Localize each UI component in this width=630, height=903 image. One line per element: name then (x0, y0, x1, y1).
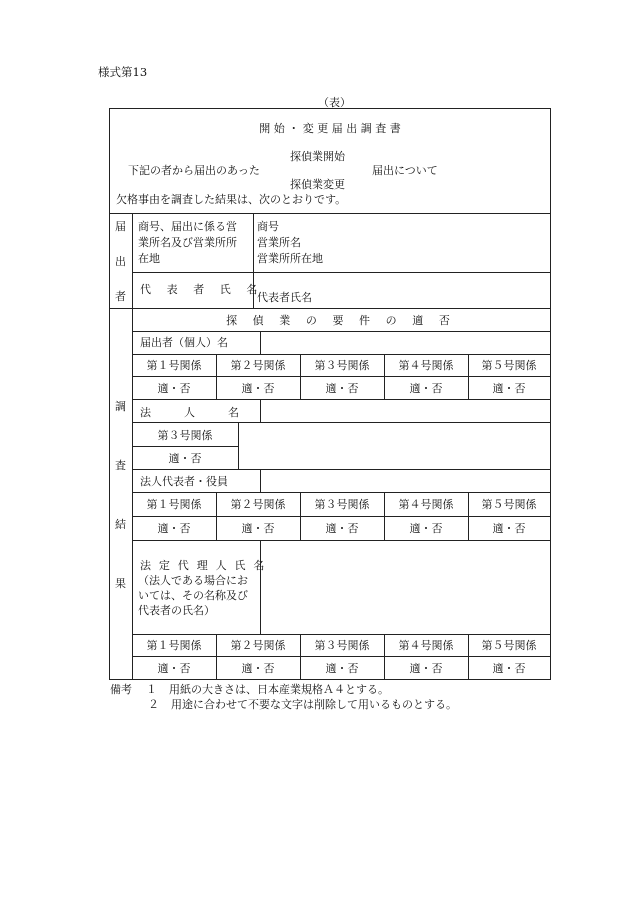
clause1-header-c: 第１号関係 (146, 639, 202, 652)
clause4-header-a: 第４号関係 (398, 359, 454, 372)
office-name-value: 営業所名 (257, 236, 301, 249)
remark-2-num: ２ (148, 698, 159, 711)
business-label-1: 商号、届出に係る営 (138, 220, 237, 233)
form-number: 様式第13 (98, 65, 148, 79)
trade-name-value: 商号 (257, 220, 279, 233)
legal-rep-label-2: （法人である場合にお (138, 574, 248, 587)
corporation-name-label: 法 人 名 (140, 406, 239, 419)
clause4-result-a: 適・否 (409, 382, 443, 395)
clause1-header-b: 第１号関係 (146, 498, 202, 511)
officer-label: 法人代表者・役員 (140, 475, 228, 488)
legal-rep-label-4: 代表者の氏名） (138, 604, 215, 617)
intro-prefix: 下記の者から届出のあった (128, 164, 260, 177)
representative-label: 代 表 者 氏 名 (140, 283, 264, 296)
office-address-value: 営業所所在地 (257, 252, 323, 265)
clause2-result-a: 適・否 (241, 382, 275, 395)
option-change: 探偵業変更 (290, 178, 345, 191)
side-label: （表） (318, 96, 351, 109)
clause1-result-c: 適・否 (157, 662, 191, 675)
clause3-header-a: 第３号関係 (314, 359, 370, 372)
clause4-header-b: 第４号関係 (398, 498, 454, 511)
individual-name-label: 届出者（個人）名 (140, 336, 228, 349)
remark-1-num: １ (146, 683, 157, 696)
remarks (110, 682, 457, 712)
clause3-result-c: 適・否 (325, 662, 359, 675)
clause3-header-c: 第３号関係 (314, 639, 370, 652)
remark-2-text: 用途に合わせて不要な文字は削除して用いるものとする。 (171, 698, 457, 711)
legal-rep-label-1: 法 定 代 理 人 氏 名 (140, 559, 267, 572)
notifier-vlabel-2: 出 (115, 255, 126, 268)
clause1-header-a: 第１号関係 (146, 359, 202, 372)
corp-clause3-result: 適・否 (168, 452, 202, 465)
clause5-header-b: 第５号関係 (481, 498, 537, 511)
clause3-result-b: 適・否 (325, 522, 359, 535)
survey-vlabel-3: 結 (115, 518, 126, 531)
clause3-header-b: 第３号関係 (314, 498, 370, 511)
notifier-vlabel-3: 者 (115, 290, 126, 303)
business-label-2: 業所名及び営業所所 (138, 236, 237, 249)
form-title: 開 始 ・ 変 更 届 出 調 査 書 (259, 122, 401, 135)
remarks-head: 備考 (110, 683, 132, 696)
business-label-3: 在地 (138, 252, 160, 265)
clause5-result-c: 適・否 (492, 662, 526, 675)
remark-1 (110, 682, 457, 697)
remark-1-text: 用紙の大きさは、日本産業規格Ａ４とする。 (169, 683, 389, 696)
option-start: 探偵業開始 (290, 150, 345, 163)
representative-value: 代表者氏名 (257, 291, 312, 304)
clause5-result-b: 適・否 (492, 522, 526, 535)
survey-vlabel-2: 査 (115, 459, 126, 472)
clause3-result-a: 適・否 (325, 382, 359, 395)
clause2-result-b: 適・否 (241, 522, 275, 535)
remark-2 (110, 697, 457, 712)
intro-suffix: 届出について (372, 164, 438, 177)
corp-clause3-header: 第３号関係 (157, 429, 213, 442)
clause2-header-a: 第２号関係 (230, 359, 286, 372)
clause2-header-c: 第２号関係 (230, 639, 286, 652)
clause1-result-b: 適・否 (157, 522, 191, 535)
clause4-result-c: 適・否 (409, 662, 443, 675)
notifier-vlabel-1: 届 (115, 220, 126, 233)
clause5-header-a: 第５号関係 (481, 359, 537, 372)
survey-vlabel-4: 果 (115, 577, 126, 590)
survey-form-table (109, 108, 551, 680)
clause4-result-b: 適・否 (409, 522, 443, 535)
clause5-result-a: 適・否 (492, 382, 526, 395)
clause4-header-c: 第４号関係 (398, 639, 454, 652)
intro-line2: 欠格事由を調査した結果は、次のとおりです。 (116, 193, 347, 206)
clause1-result-a: 適・否 (157, 382, 191, 395)
clause2-result-c: 適・否 (241, 662, 275, 675)
survey-vlabel-1: 調 (115, 400, 126, 413)
requirements-header: 探 偵 業 の 要 件 の 適 否 (226, 314, 456, 327)
legal-rep-label-3: いては、その名称及び (138, 589, 248, 602)
clause2-header-b: 第２号関係 (230, 498, 286, 511)
clause5-header-c: 第５号関係 (481, 639, 537, 652)
